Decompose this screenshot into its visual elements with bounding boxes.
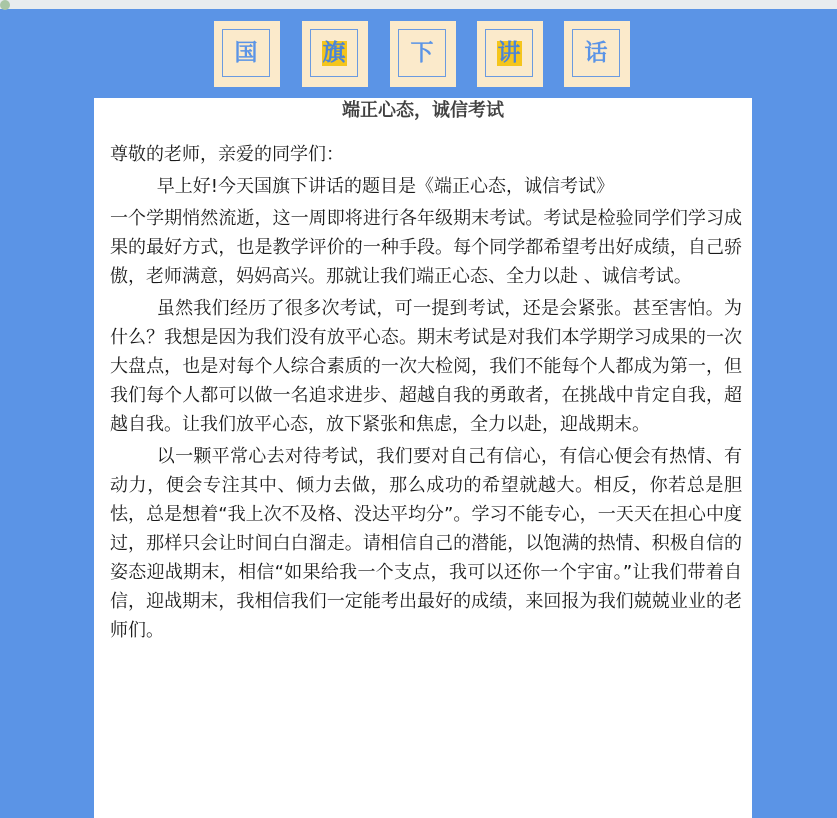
document-body [110, 140, 742, 648]
banner-tile-1 [214, 21, 280, 87]
banner-tile-frame [572, 29, 620, 77]
banner-tile-3 [390, 21, 456, 87]
document-paper [94, 98, 752, 818]
banner-char-1: 国 [234, 39, 258, 66]
paragraph-1: 一个学期悄然流逝，这一周即将进行各年级期末考试。考试是检验同学们学习成果的最好方式，也是教学评价的一种手段。每个同学都希望考出好成绩，自己骄傲，老师满意，妈妈高兴。那就让我们端正心态、全力以赴 、诚信考试。 [110, 208, 742, 287]
banner-tile-frame [398, 29, 446, 77]
banner-tile-frame [310, 29, 358, 77]
document-title: 端正心态，诚信考试 [342, 100, 504, 121]
title-banner [0, 21, 837, 87]
top-strip [0, 0, 837, 9]
banner-tile-2 [302, 21, 368, 87]
banner-char-5: 话 [584, 39, 608, 66]
banner-char-2: 旗 [322, 39, 346, 66]
banner-char-3: 下 [410, 39, 434, 66]
greeting: 尊敬的老师，亲爱的同学们： [110, 144, 344, 165]
banner-char-4: 讲 [497, 39, 521, 66]
corner-dot [0, 0, 10, 10]
banner-tile-frame [485, 29, 533, 77]
banner-tile-5 [564, 21, 630, 87]
paragraph-opening: 早上好!今天国旗下讲话的题目是《端正心态，诚信考试》 [156, 176, 615, 197]
banner-tile-frame [222, 29, 270, 77]
paragraph-2: 虽然我们经历了很多次考试，可一提到考试，还是会紧张。甚至害怕。为什么？我想是因为我们没有放平心态。期末考试是对我们本学期学习成果的一次大盘点，也是对每个人综合素质的一次大检阅，我们不能每个人都成为第一，但我们每个人都可以做一名追求进步、超越自我的勇敢者，在挑战中肯定自我，超越自我。让我们放平心态，放下紧张和焦虑，全力以赴，迎战期末。 [110, 298, 742, 435]
banner-tile-4 [477, 21, 543, 87]
paragraph-3: 以一颗平常心去对待考试，我们要对自己有信心，有信心便会有热情、有动力，便会专注其中、倾力去做，那么成功的希望就越大。相反，你若总是胆怯，总是想着“我上次不及格、没达平均分”。学习不能专心，一天天在担心中度过，那样只会让时间白白溜走。请相信自己的潜能，以饱满的热情、积极自信的姿态迎战期末，相信“如果给我一个支点，我可以还你一个宇宙。”让我们带着自信，迎战期末，我相信我们一定能考出最好的成绩，来回报为我们兢兢业业的老师们。 [110, 446, 742, 641]
